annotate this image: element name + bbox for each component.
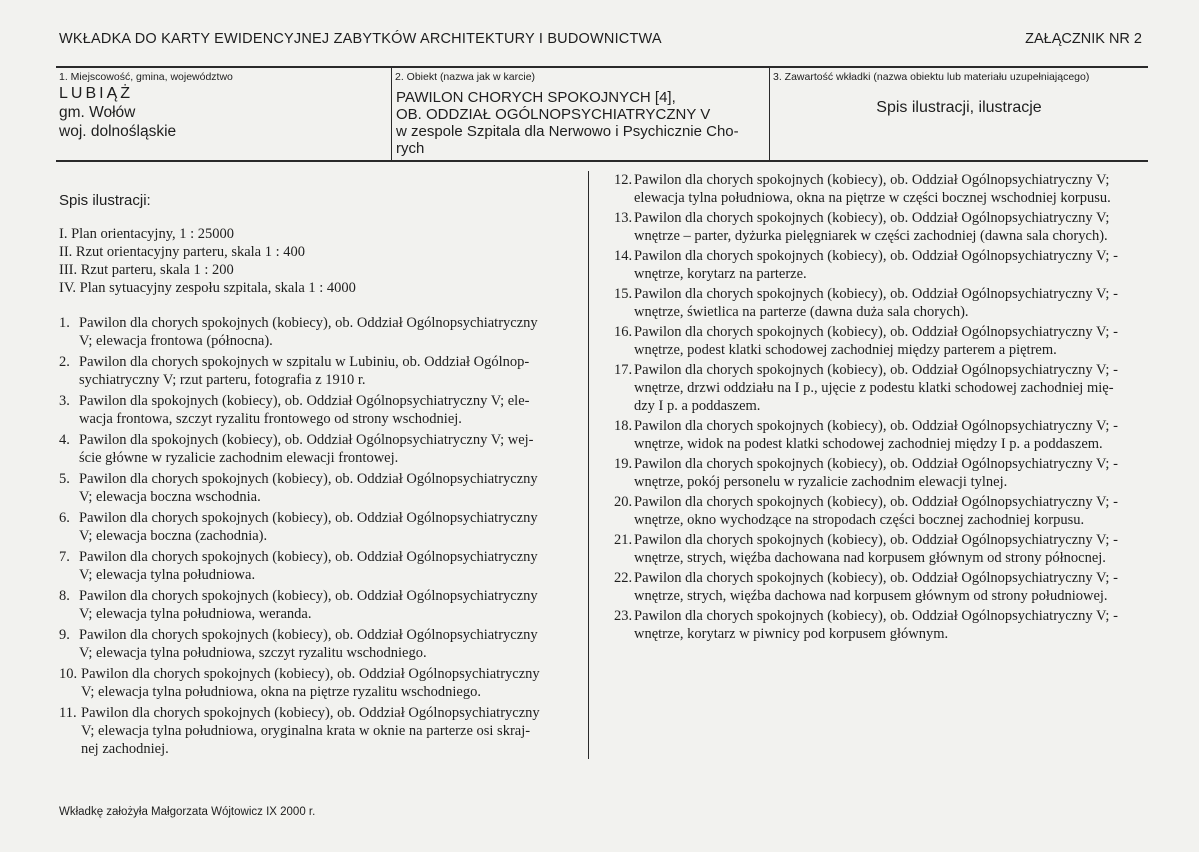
plan-item: I. Plan orientacyjny, 1 : 25000 [59,226,235,242]
document-title: WKŁADKA DO KARTY EWIDENCYJNEJ ZABYTKÓW ARCHITEKTURY I BUDOWNICTWA [59,31,662,47]
object-name [396,89,766,157]
object-name-line: PAWILON CHORYCH SPOKOJNYCH [4], [396,89,676,106]
illustration-item [59,431,579,467]
illustration-text-line: Pawilon dla chorych spokojnych (kobiecy), ob. Oddział Ogólnopsychiatryczny V; - [634,532,1118,548]
illustration-item [59,704,579,758]
illustration-item [59,353,579,389]
location-box [56,68,391,160]
illustration-text-line: elewacja tylna południowa, okna na piętrze w części bocznej wschodniej korpusu. [634,190,1111,206]
illustration-text-line: Pawilon dla chorych spokojnych (kobiecy), ob. Oddział Ogólnopsychiatryczny V; - [634,248,1118,264]
illustration-text-line: wnętrze, drzwi oddziału na I p., ujęcie z podestu klatki schodowej zachodniej mię- [634,380,1114,396]
illustration-number: 12. [614,172,633,188]
list-title: Spis ilustracji: [59,192,151,209]
illustration-text-line: wnętrze, okno wychodzące na stropodach części bocznej zachodniej korpusu. [634,512,1085,528]
illustration-number: 21. [614,532,633,548]
illustration-text-line: ście główne w ryzalicie zachodnim elewacji frontowej. [79,450,399,466]
illustration-number: 8. [59,588,70,604]
illustration-number: 3. [59,393,70,409]
illustration-text-line: sychiatryczny V; rzut parteru, fotografia z 1910 r. [79,372,366,388]
illustration-text-line: Pawilon dla chorych spokojnych (kobiecy), ob. Oddział Ogólnopsychiatryczny V; [634,172,1110,188]
illustration-item [59,392,579,428]
location-voivodeship: woj. dolnośląskie [59,123,177,140]
illustration-number: 7. [59,549,70,565]
illustration-number: 9. [59,627,70,643]
illustration-item [59,626,579,662]
illustration-number: 18. [614,418,633,434]
illustration-text-line: wnętrze, świetlica na parterze (dawna duża sala chorych). [634,304,969,320]
illustration-item [59,548,579,584]
contents-box [769,68,1148,160]
contents-label: 3. Zawartość wkładki (nazwa obiektu lub materiału uzupełniającego) [773,71,1090,83]
illustration-number: 15. [614,286,633,302]
illustration-text-line: V; elewacja tylna południowa, okna na piętrze ryzalitu wschodniego. [81,684,481,700]
illustration-item [614,417,1154,453]
object-name-line: rych [396,140,425,157]
author-note: Wkładkę założyła Małgorzata Wójtowicz IX 2000 r. [59,806,316,818]
illustration-item [614,361,1154,415]
illustration-item [614,247,1154,283]
illustration-number: 23. [614,608,633,624]
illustration-text-line: Pawilon dla chorych spokojnych (kobiecy), ob. Oddział Ogólnopsychiatryczny V; - [634,286,1118,302]
illustration-item [614,209,1154,245]
illustration-text-line: Pawilon dla spokojnych (kobiecy), ob. Oddział Ogólnopsychiatryczny V; wej- [79,432,534,448]
illustration-text-line: Pawilon dla chorych spokojnych w szpitalu w Lubiniu, ob. Oddział Ogólnop- [79,354,530,370]
illustration-text-line: Pawilon dla chorych spokojnych (kobiecy), ob. Oddział Ogólnopsychiatryczny V; - [634,418,1118,434]
illustration-item [614,607,1154,643]
location-commune: gm. Wołów [59,104,136,121]
illustration-text-line: Pawilon dla chorych spokojnych (kobiecy), ob. Oddział Ogólnopsychiatryczny V; - [634,608,1118,624]
column-divider [588,171,589,759]
plan-item: IV. Plan sytuacyjny zespołu szpitala, skala 1 : 4000 [59,280,356,296]
illustration-item [614,455,1154,491]
illustration-text-line: wnętrze, widok na podest klatki schodowej zachodniej między I p. a poddaszem. [634,436,1103,452]
object-name-line: OB. ODDZIAŁ OGÓLNOPSYCHIATRYCZNY V [396,106,711,123]
illustration-text-line: Pawilon dla chorych spokojnych (kobiecy), ob. Oddział Ogólnopsychiatryczny [81,705,540,721]
illustration-number: 5. [59,471,70,487]
illustration-text-line: Pawilon dla spokojnych (kobiecy), ob. Oddział Ogólnopsychiatryczny V; ele- [79,393,530,409]
illustration-text-line: V; elewacja boczna wschodnia. [79,489,261,505]
illustration-number: 1. [59,315,70,331]
illustration-number: 13. [614,210,633,226]
contents-value: Spis ilustracji, ilustracje [876,99,1042,116]
illustration-text-line: dzy I p. a poddaszem. [634,398,761,414]
illustration-item [59,509,579,545]
object-label: 2. Obiekt (nazwa jak w karcie) [395,71,536,83]
illustration-text-line: Pawilon dla chorych spokojnych (kobiecy), ob. Oddział Ogólnopsychiatryczny [81,666,540,682]
plans-list [59,225,579,297]
plan-item: III. Rzut parteru, skala 1 : 200 [59,262,234,278]
illustration-item [59,665,579,701]
illustration-item [59,587,579,623]
illustrations-list-left [59,314,579,758]
illustration-item [614,323,1154,359]
illustration-item [614,569,1154,605]
illustration-number: 10. [59,666,78,682]
illustration-text-line: Pawilon dla chorych spokojnych (kobiecy), ob. Oddział Ogólnopsychiatryczny V; - [634,456,1118,472]
illustration-number: 11. [59,705,77,721]
plan-item: II. Rzut orientacyjny parteru, skala 1 : 400 [59,244,306,260]
illustration-number: 14. [614,248,633,264]
illustration-text-line: wnętrze, strych, więźba dachowa nad korpusem głównym od strony południowej. [634,588,1108,604]
illustration-number: 20. [614,494,633,510]
illustration-text-line: wnętrze, podest klatki schodowej zachodniej między parterem a piętrem. [634,342,1057,358]
illustration-item [614,171,1154,207]
illustration-number: 16. [614,324,633,340]
illustration-text-line: wnętrze, korytarz na parterze. [634,266,807,282]
illustrations-list-right [614,171,1154,645]
illustration-text-line: V; elewacja tylna południowa, oryginalna krata w oknie na parterze osi skraj- [81,723,531,739]
illustration-text-line: Pawilon dla chorych spokojnych (kobiecy), ob. Oddział Ogólnopsychiatryczny V; - [634,362,1118,378]
illustration-text-line: V; elewacja tylna południowa. [79,567,256,583]
illustration-number: 17. [614,362,633,378]
illustration-text-line: Pawilon dla chorych spokojnych (kobiecy), ob. Oddział Ogólnopsychiatryczny V; - [634,494,1118,510]
illustration-text-line: V; elewacja tylna południowa, weranda. [79,606,312,622]
illustration-text-line: nej zachodniej. [81,741,169,757]
annex-number: ZAŁĄCZNIK NR 2 [1025,31,1142,47]
illustration-text-line: Pawilon dla chorych spokojnych (kobiecy), ob. Oddział Ogólnopsychiatryczny V; - [634,324,1118,340]
illustration-item [59,470,579,506]
illustration-text-line: wacja frontowa, szczyt ryzalitu frontowego od strony wschodniej. [79,411,462,427]
illustration-text-line: V; elewacja frontowa (północna). [79,333,273,349]
location-town: LUBIĄŻ [59,85,134,102]
illustration-text-line: Pawilon dla chorych spokojnych (kobiecy), ob. Oddział Ogólnopsychiatryczny [79,510,538,526]
illustration-text-line: Pawilon dla chorych spokojnych (kobiecy), ob. Oddział Ogólnopsychiatryczny [79,471,538,487]
illustration-number: 19. [614,456,633,472]
illustration-number: 4. [59,432,70,448]
illustration-text-line: Pawilon dla chorych spokojnych (kobiecy), ob. Oddział Ogólnopsychiatryczny [79,588,538,604]
object-name-line: w zespole Szpitala dla Nerwowo i Psychicznie Cho- [396,123,739,140]
illustration-number: 2. [59,354,70,370]
info-box-row [56,66,1148,162]
illustration-text-line: wnętrze, pokój personelu w ryzalicie zachodnim elewacji tylnej. [634,474,1008,490]
illustration-number: 22. [614,570,633,586]
location-label: 1. Miejscowość, gmina, województwo [59,71,233,83]
object-box [391,68,769,160]
illustration-text-line: Pawilon dla chorych spokojnych (kobiecy), ob. Oddział Ogólnopsychiatryczny V; - [634,570,1118,586]
illustration-text-line: Pawilon dla chorych spokojnych (kobiecy), ob. Oddział Ogólnopsychiatryczny V; [634,210,1110,226]
illustration-text-line: wnętrze, strych, więźba dachowana nad korpusem głównym od strony północnej. [634,550,1106,566]
illustration-text-line: V; elewacja boczna (zachodnia). [79,528,268,544]
illustration-item [59,314,579,350]
illustration-item [614,493,1154,529]
illustration-text-line: Pawilon dla chorych spokojnych (kobiecy), ob. Oddział Ogólnopsychiatryczny [79,627,538,643]
illustration-item [614,531,1154,567]
illustration-text-line: wnętrze – parter, dyżurka pielęgniarek w części zachodniej (dawna sala chorych). [634,228,1108,244]
illustration-text-line: wnętrze, korytarz w piwnicy pod korpusem głównym. [634,626,949,642]
illustration-item [614,285,1154,321]
illustration-text-line: Pawilon dla chorych spokojnych (kobiecy), ob. Oddział Ogólnopsychiatryczny [79,549,538,565]
illustration-text-line: Pawilon dla chorych spokojnych (kobiecy), ob. Oddział Ogólnopsychiatryczny [79,315,538,331]
illustration-number: 6. [59,510,70,526]
illustration-text-line: V; elewacja tylna południowa, szczyt ryzalitu wschodniego. [79,645,427,661]
left-column [59,192,579,761]
